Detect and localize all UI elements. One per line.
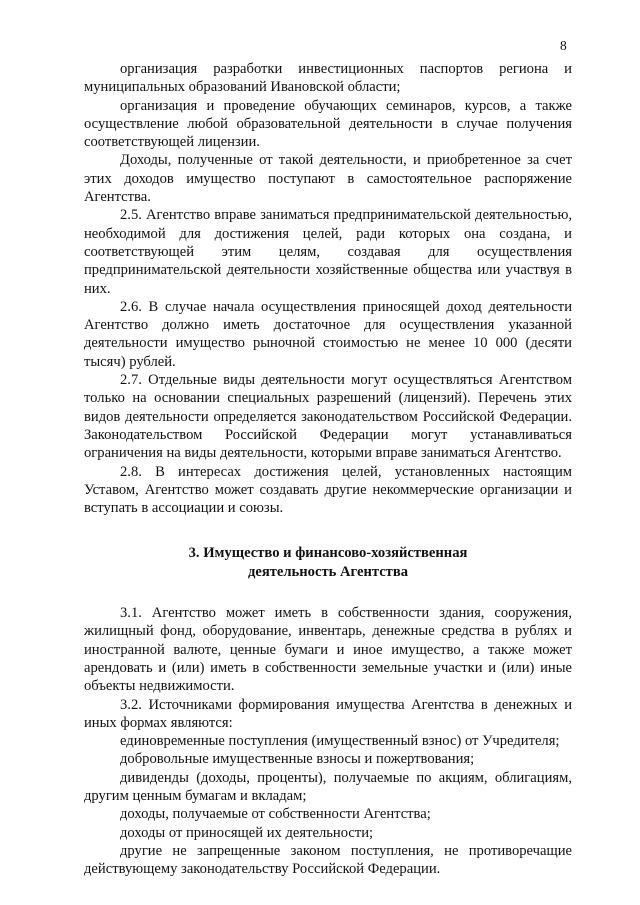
clause-2-8: 2.8. В интересах достижения целей, установленных настоящим Уставом, Агентство может создавать другие некоммерческие организации и вступать в ассоциации и союзы. [84,463,572,517]
paragraph-training-seminars: организация и проведение обучающих семинаров, курсов, а также осуществление любой образовательной деятельности в случае получения соответствующей лицензии. [84,97,572,151]
page-number: 8 [560,38,567,53]
section-heading-line-1: 3. Имущество и финансово-хозяйственная [188,545,468,562]
paragraph-income-disposal: Доходы, полученные от такой деятельности, и приобретенное за счет этих доходов имущество поступают в самостоятельное распоряжение Агентства. [84,152,572,206]
section-heading-line-2: деятельность Агентства [247,563,409,580]
clause-2-7: 2.7. Отдельные виды деятельности могут осуществляться Агентством только на основании специальных разрешений (лицензий). Перечень этих видов деятельности определяется законодательством Российской Федерации. Законодательством Российской Федерации могут устанавливаться ограничения на виды деятельности, которыми вправе заниматься Агентство. [84,372,572,462]
clause-2-5: 2.5. Агентство вправе заниматься предпринимательской деятельностью, необходимой для достижения целей, ради которых она создана, и соответствующей этим целям, создавая для осуществления предпринимательской деятельности хозяйственные общества или участвуя в них. [84,207,572,297]
list-item-dividends: дивиденды (доходы, проценты), получаемые по акциям, облигациям, другим ценным бумагам и вкладам; [84,769,572,804]
clause-3-1: 3.1. Агентство может иметь в собственности здания, сооружения, жилищный фонд, оборудование, инвентарь, денежные средства в рублях и иностранной валюте, ценные бумаги и иное имущество, а также может арендовать и (или) иметь в собственности земельные участки и (или) иные объекты недвижимости. [84,605,572,695]
clause-3-2: 3.2. Источниками формирования имущества Агентства в денежных и иных формах являются: [84,696,572,731]
clause-2-6: 2.6. В случае начала осуществления приносящей доход деятельности Агентство должно иметь достаточное для осуществления указанной деятельности имущество рыночной стоимостью не менее 10 000 (десяти тысяч) рублей. [84,298,572,370]
list-item-property-income: доходы, получаемые от собственности Агентства; [120,806,431,823]
list-item-donations: добровольные имущественные взносы и пожертвования; [120,751,475,768]
list-item-founder-contribution: единовременные поступления (имущественный взнос) от Учредителя; [120,733,560,750]
list-item-other-receipts: другие не запрещенные законом поступления, не противоречащие действующему законодательству Российской Федерации. [84,842,572,878]
list-item-activity-income: доходы от приносящей их деятельности; [120,824,374,841]
document-body [84,60,572,878]
section-heading [84,544,572,581]
paragraph-investment-passports: организация разработки инвестиционных паспортов региона и муниципальных образований Ивановской области; [84,61,572,96]
